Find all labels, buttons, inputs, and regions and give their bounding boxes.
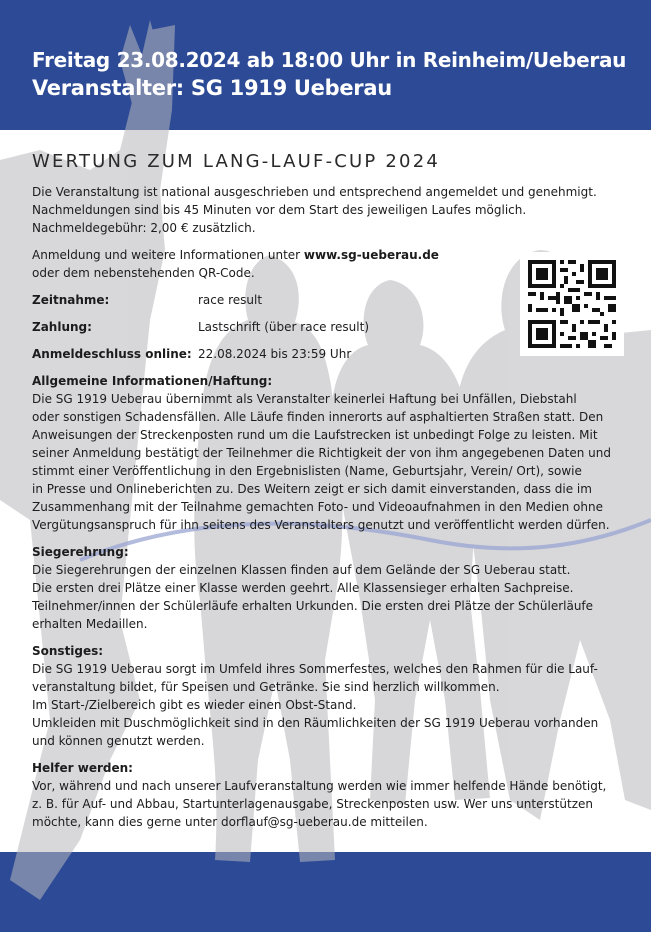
section-line: Die SG 1919 Ueberau sorgt im Umfeld ihres Sommerfestes, welches den Rahmen für die Lauf- (32, 662, 598, 676)
event-header (32, 46, 626, 102)
section-awards (32, 543, 628, 633)
registration-line (32, 246, 628, 264)
section-line: Zusammenhang mit der Teilnahme gemachten Foto- und Videoaufnahmen in den Medien ohne (32, 500, 603, 514)
registration-prefix: Anmeldung und weitere Informationen unter (32, 248, 304, 262)
section-line: stimmt einer Veröffentlichung in den Ergebnislisten (Name, Geburtsjahr, Verein/ Ort), sowie (32, 464, 582, 478)
intro-line: Die Veranstaltung ist national ausgeschrieben und entsprechend angemeldet und genehmigt. (32, 185, 597, 199)
section-line: seiner Anmeldung bestätigt der Teilnehmer die Richtigkeit der von ihm angegebenen Daten und (32, 446, 611, 460)
section-line: oder sonstigen Schadensfällen. Alle Läufe finden innerorts auf asphaltierten Straßen statt. Den (32, 410, 604, 424)
section-misc (32, 642, 628, 750)
section-line: veranstaltung bildet, für Speisen und Getränke. Sie sind herzlich willkommen. (32, 680, 500, 694)
section-line: Teilnehmer/innen der Schülerläufe erhalten Urkunden. Die ersten drei Plätze der Schülerläufe (32, 599, 594, 613)
section-line: Die SG 1919 Ueberau übernimmt als Veranstalter keinerlei Haftung bei Unfällen, Diebstahl (32, 392, 577, 406)
section-line: Anweisungen der Streckenposten rund um die Laufstrecken ist unbedingt Folge zu leisten. Mit (32, 428, 598, 442)
intro-line: Nachmeldegebühr: 2,00 € zusätzlich. (32, 221, 256, 235)
section-liability (32, 372, 628, 534)
section-line: in Presse und Onlineberichten zu. Des Weitern zeigt er sich damit einverstanden, dass die im (32, 482, 592, 496)
section-heading: Siegerehrung: (32, 545, 129, 559)
section-line: Vergütungsanspruch für ihn seitens des Veranstalters genutzt und veröffentlicht werden dürfen. (32, 518, 610, 532)
intro-paragraph (32, 183, 628, 237)
detail-row-payment (32, 318, 628, 336)
section-line: möchte, kann dies gerne unter dorflauf@sg-ueberau.de mitteilen. (32, 815, 428, 829)
section-helpers (32, 759, 628, 831)
registration-url-link[interactable]: www.sg-ueberau.de (303, 248, 439, 262)
section-line: Umkleiden mit Duschmöglichkeit sind in den Räumlichkeiten der SG 1919 Ueberau vorhanden (32, 716, 599, 730)
section-line: erhalten Medaillen. (32, 617, 148, 631)
detail-label: Zahlung: (32, 320, 92, 334)
section-heading: Helfer werden: (32, 761, 133, 775)
detail-row-timing (32, 291, 628, 309)
section-line: Die Siegerehrungen der einzelnen Klassen finden auf dem Gelände der SG Ueberau statt. (32, 563, 571, 577)
detail-row-deadline (32, 345, 628, 363)
intro-line: Nachmeldungen sind bis 45 Minuten vor dem Start des jeweiligen Laufes möglich. (32, 203, 527, 217)
detail-value: Lastschrift (über race result) (198, 320, 369, 334)
event-organizer: Veranstalter: SG 1919 Ueberau (32, 76, 392, 100)
detail-label: Anmeldeschluss online: (32, 347, 192, 361)
detail-label: Zeitnahme: (32, 293, 110, 307)
registration-line: oder dem nebenstehenden QR-Code. (32, 266, 255, 280)
section-line: und können genutzt werden. (32, 734, 205, 748)
page-title: WERTUNG ZUM LANG-LAUF-CUP 2024 (32, 151, 440, 172)
section-line: Im Start-/Zielbereich gibt es wieder einen Obst-Stand. (32, 698, 357, 712)
section-line: Vor, während und nach unserer Laufveranstaltung werden wie immer helfende Hände benötigt, (32, 779, 607, 793)
section-heading: Sonstiges: (32, 644, 104, 658)
section-line: z. B. für Auf- und Abbau, Startunterlagenausgabe, Streckenposten usw. Wer uns unterstützen (32, 797, 593, 811)
detail-value: race result (198, 293, 263, 307)
detail-value: 22.08.2024 bis 23:59 Uhr (198, 347, 352, 361)
section-heading: Allgemeine Informationen/Haftung: (32, 374, 273, 388)
section-line: Die ersten drei Plätze einer Klasse werden geehrt. Alle Klassensieger erhalten Sachpreise. (32, 581, 574, 595)
registration-paragraph (32, 246, 628, 282)
event-date-location: Freitag 23.08.2024 ab 18:00 Uhr in Reinheim/Ueberau (32, 48, 627, 72)
main-content (32, 150, 628, 840)
